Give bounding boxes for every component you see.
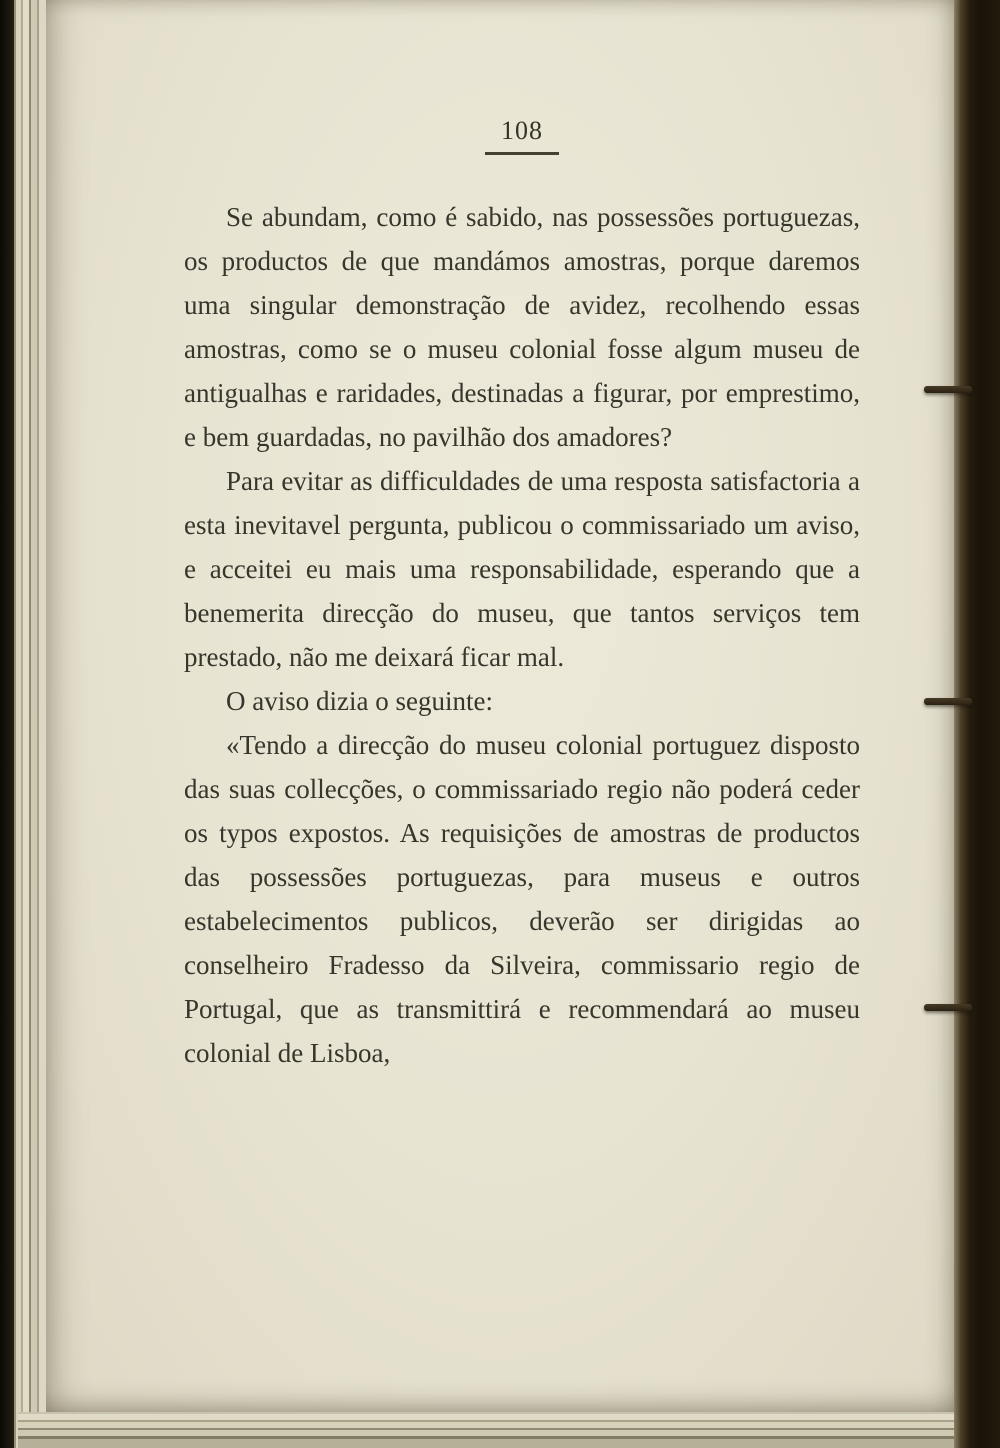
book-cover-right [954, 0, 1000, 1448]
page-number-value: 108 [485, 116, 559, 155]
binding-stitch [924, 1004, 972, 1011]
binding-stitch [924, 386, 972, 393]
paragraph: «Tendo a direcção do museu colonial portuguez disposto das suas collecções, o commissariado regio não poderá ceder os typos expostos. As requisições de amostras de productos das possessões portuguezas, para museus e outros estabelecimentos publicos, deverão ser dirigidas ao conselheiro Fradesso da Silveira, commissario regio de Portugal, que as transmittirá e recommendará ao museu colonial de Lisboa, [184, 730, 860, 1068]
book-gutter-left [0, 0, 14, 1448]
page [46, 0, 954, 1412]
paragraph: Se abundam, como é sabido, nas possessões portuguezas, os productos de que mandámos amostras, porque daremos uma singular demonstração de avidez, recolhendo essas amostras, como se o museu colonial fosse algum museu de antigualhas e raridades, destinadas a figurar, por emprestimo, e bem guardadas, no pavilhão dos amadores? [184, 202, 860, 452]
paragraph: O aviso dizia o seguinte: [226, 686, 493, 716]
page-edges-left [14, 0, 46, 1448]
text-column [184, 116, 860, 1075]
binding-stitch [924, 698, 972, 705]
paragraph: Para evitar as difficuldades de uma resposta satisfactoria a esta inevitavel pergunta, publicou o commissariado um aviso, e acceitei eu mais uma responsabilidade, esperando que a benemerita direcção do museu, que tantos serviços tem prestado, não me deixará ficar mal. [184, 466, 860, 672]
page-number [184, 116, 860, 155]
page-edges-bottom [18, 1412, 954, 1448]
